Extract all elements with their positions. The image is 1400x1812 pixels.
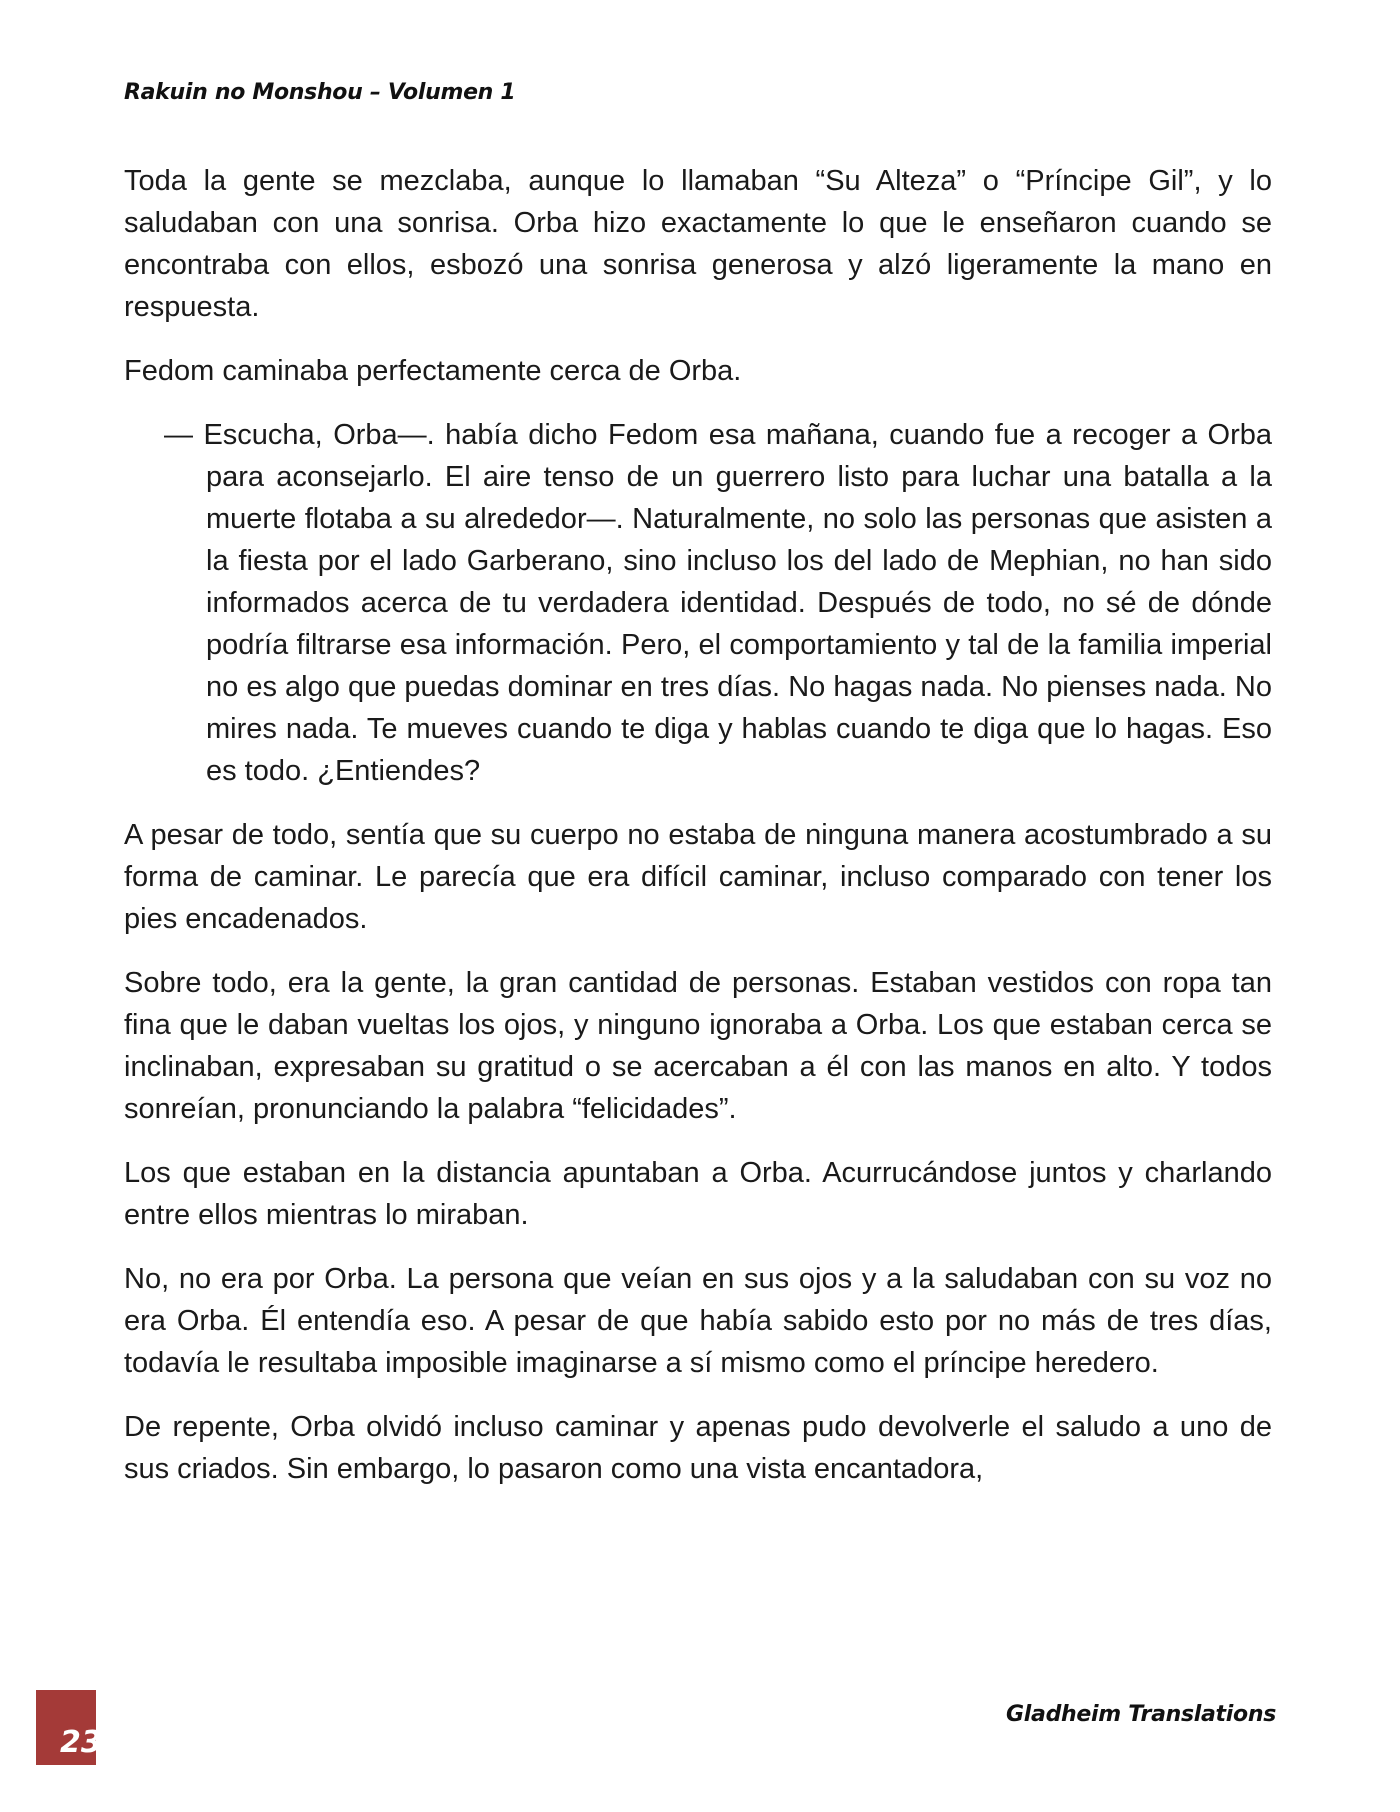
paragraph-5: Los que estaban en la distancia apuntaban a Orba. Acurrucándose juntos y charlando entre ellos mientras lo miraban. [124, 1157, 1272, 1231]
page-body [124, 160, 1272, 1512]
dialogue-block: — Escucha, Orba—. había dicho Fedom esa mañana, cuando fue a recoger a Orba para aconsejarlo. El aire tenso de un guerrero listo para luchar una batalla a la muerte flotaba a su alrededor—. Naturalmente, no solo las personas que asisten a la fiesta por el lado Garberano, sino incluso los del lado de Mephian, no han sido informados acerca de tu verdadera identidad. Después de todo, no sé de dónde podría filtrarse esa información. Pero, el comportamiento y tal de la familia imperial no es algo que puedas dominar en tres días. No hagas nada. No pienses nada. No mires nada. Te mueves cuando te diga y hablas cuando te diga que lo hagas. Eso es todo. ¿Entiendes? [164, 419, 1272, 787]
paragraph-2: Fedom caminaba perfectamente cerca de Orba. [124, 355, 742, 387]
paragraph-4: Sobre todo, era la gente, la gran cantidad de personas. Estaban vestidos con ropa tan fina que le daban vueltas los ojos, y ninguno ignoraba a Orba. Los que estaban cerca se inclinaban, expresaban su gratitud o se acercaban a él con las manos en alto. Y todos sonreían, pronunciando la palabra “felicidades”. [124, 967, 1272, 1125]
paragraph-7: De repente, Orba olvidó incluso caminar y apenas pudo devolverle el saludo a uno de sus criados. Sin embargo, lo pasaron como una vista encantadora, [124, 1411, 1272, 1485]
running-header: Rakuin no Monshou – Volumen 1 [124, 80, 516, 105]
page-number-underline [36, 1762, 96, 1765]
footer-credit: Gladheim Translations [1006, 1702, 1276, 1727]
paragraph-3: A pesar de todo, sentía que su cuerpo no estaba de ninguna manera acostumbrado a su forma de caminar. Le parecía que era difícil caminar, incluso comparado con tener los pies encadenados. [124, 819, 1272, 935]
page-number: 23 [60, 1725, 102, 1760]
paragraph-1: Toda la gente se mezclaba, aunque lo llamaban “Su Alteza” o “Príncipe Gil”, y lo saludaban con una sonrisa. Orba hizo exactamente lo que le enseñaron cuando se encontraba con ellos, esbozó una sonrisa generosa y alzó ligeramente la mano en respuesta. [124, 165, 1272, 323]
page-number-badge [36, 1690, 102, 1762]
paragraph-6: No, no era por Orba. La persona que veían en sus ojos y a la saludaban con su voz no era Orba. Él entendía eso. A pesar de que había sabido esto por no más de tres días, todavía le resultaba imposible imaginarse a sí mismo como el príncipe heredero. [124, 1263, 1272, 1379]
